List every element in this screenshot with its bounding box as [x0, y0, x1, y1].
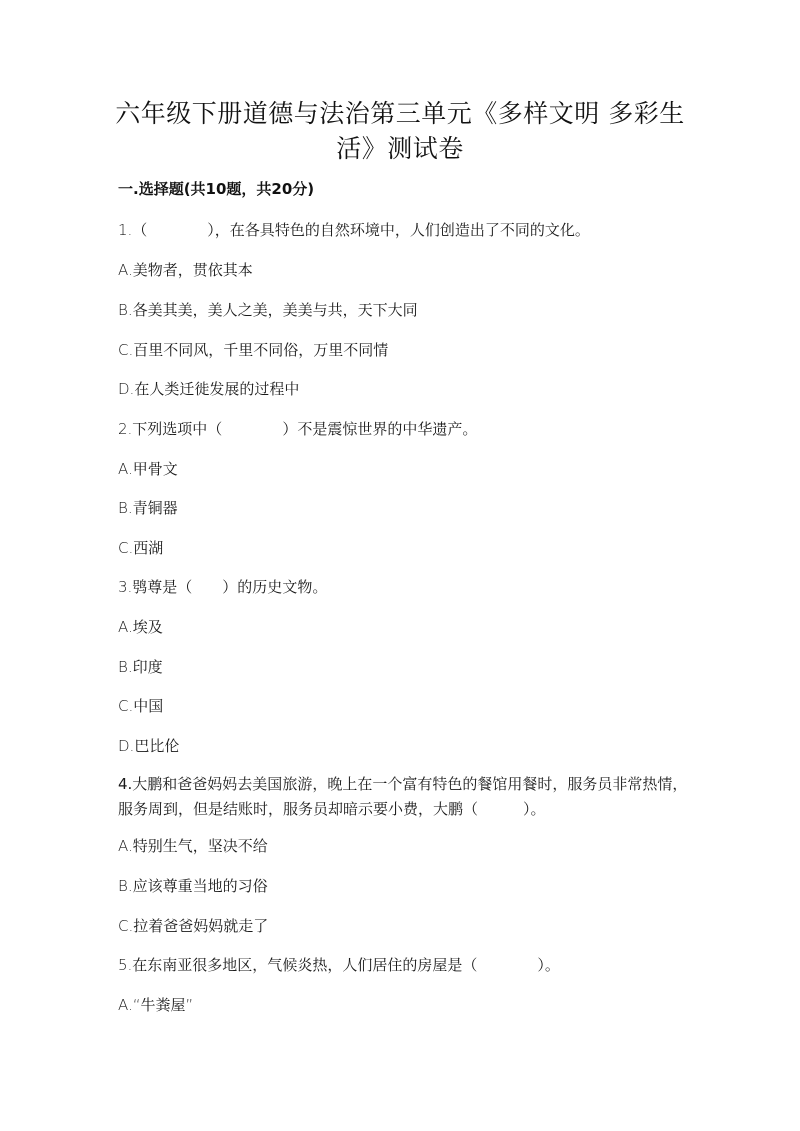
question-2-option-c: C.西湖	[118, 539, 164, 557]
question-4-stem: 4.大鹏和爸爸妈妈去美国旅游，晚上在一个富有特色的餐馆用餐时，服务员非常热情，服务周到，但是结账时，服务员却暗示要小费，大鹏（ ）。	[118, 775, 688, 818]
question-4-option-a: A.特别生气，坚决不给	[118, 837, 268, 855]
question-2-option-b: B.青铜器	[118, 499, 178, 517]
question-3-option-a: A.埃及	[118, 618, 163, 636]
question-1-option-a: A.美物者，贯依其本	[118, 261, 253, 279]
question-1-stem: 1.（ ），在各具特色的自然环境中，人们创造出了不同的文化。	[118, 221, 590, 239]
question-1-option-d: D.在人类迁徙发展的过程中	[118, 380, 300, 398]
question-3-stem: 3.鸮尊是（ ）的历史文物。	[118, 578, 328, 596]
question-4-option-c: C.拉着爸爸妈妈就走了	[118, 917, 269, 935]
question-3-option-b: B.印度	[118, 658, 163, 676]
question-4-option-b: B.应该尊重当地的习俗	[118, 877, 268, 895]
question-1-option-c: C.百里不同风，千里不同俗，万里不同情	[118, 341, 389, 359]
question-5-stem: 5.在东南亚很多地区，气候炎热，人们居住的房屋是（ ）。	[118, 956, 560, 974]
question-1-option-b: B.各美其美，美人之美，美美与共，天下大同	[118, 301, 418, 319]
question-3-option-c: C.中国	[118, 697, 164, 715]
question-5-option-a: A.“牛粪屋”	[118, 996, 194, 1014]
section-heading: 一.选择题(共10题，共20分)	[118, 180, 315, 198]
page-title: 六年级下册道德与法治第三单元《多样文明 多彩生活》测试卷	[115, 99, 685, 163]
question-2-stem: 2.下列选项中（ ）不是震惊世界的中华遗产。	[118, 420, 478, 438]
question-3-option-d: D.巴比伦	[118, 737, 180, 755]
question-2-option-a: A.甲骨文	[118, 460, 178, 478]
